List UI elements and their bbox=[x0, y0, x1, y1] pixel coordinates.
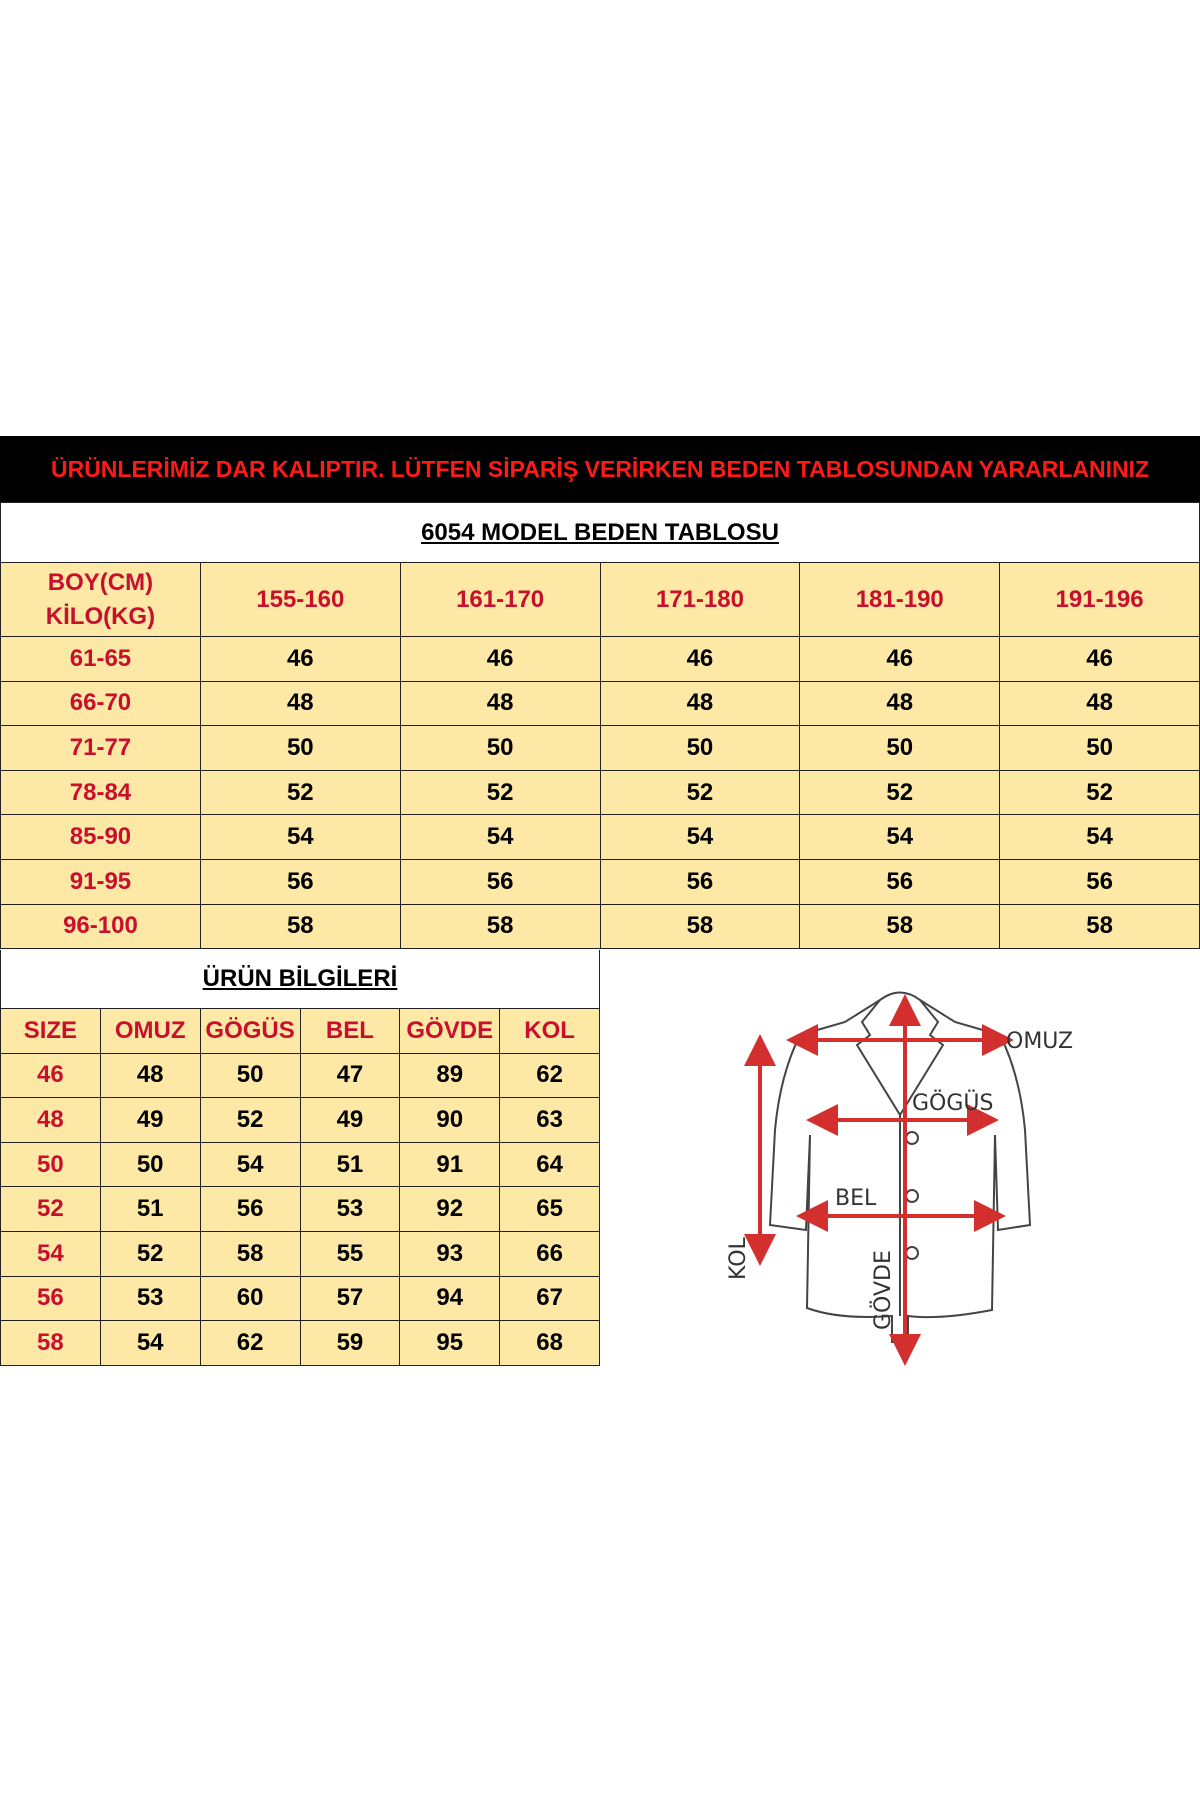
table-row bbox=[1, 904, 1200, 949]
size-chart-table bbox=[0, 562, 1200, 949]
size-cell: 52 bbox=[600, 770, 800, 815]
table-row bbox=[1, 770, 1200, 815]
product-info-title-text: ÜRÜN BİLGİLERİ bbox=[202, 965, 398, 992]
size-cell: 58 bbox=[600, 904, 800, 949]
height-header-cell: 155-160 bbox=[200, 563, 400, 637]
size-cell: 54 bbox=[800, 815, 1000, 860]
size-cell: 48 bbox=[400, 681, 600, 726]
measure-cell: 62 bbox=[500, 1053, 600, 1098]
size-cell: 46 bbox=[400, 637, 600, 682]
jacket-measurement-diagram bbox=[700, 980, 1100, 1380]
size-cell: 56 bbox=[400, 859, 600, 904]
column-header: OMUZ bbox=[100, 1009, 200, 1054]
size-cell: 56 bbox=[600, 859, 800, 904]
size-cell: 46 bbox=[800, 637, 1000, 682]
corner-header-cell bbox=[1, 563, 201, 637]
size-cell: 50 bbox=[200, 726, 400, 771]
table-row bbox=[1, 681, 1200, 726]
size-cell: 54 bbox=[400, 815, 600, 860]
size-cell: 54 bbox=[600, 815, 800, 860]
size-cell: 48 bbox=[1000, 681, 1200, 726]
size-label-cell: 50 bbox=[1, 1142, 101, 1187]
product-info-table bbox=[0, 1008, 600, 1366]
weight-cell: 85-90 bbox=[1, 815, 201, 860]
omuz-label: OMUZ bbox=[1006, 1029, 1074, 1054]
table-row bbox=[1, 859, 1200, 904]
size-cell: 52 bbox=[400, 770, 600, 815]
table-row bbox=[1, 1098, 600, 1143]
size-label-cell: 58 bbox=[1, 1321, 101, 1366]
size-cell: 48 bbox=[200, 681, 400, 726]
size-chart-title-text: 6054 MODEL BEDEN TABLOSU bbox=[421, 518, 779, 546]
size-cell: 52 bbox=[1000, 770, 1200, 815]
measure-cell: 60 bbox=[200, 1276, 300, 1321]
measure-cell: 64 bbox=[500, 1142, 600, 1187]
column-header: GÖVDE bbox=[400, 1009, 500, 1054]
measure-cell: 54 bbox=[100, 1321, 200, 1366]
weight-axis-label: KİLO(KG) bbox=[45, 602, 156, 630]
size-cell: 54 bbox=[200, 815, 400, 860]
measure-cell: 68 bbox=[500, 1321, 600, 1366]
measure-cell: 94 bbox=[400, 1276, 500, 1321]
size-cell: 46 bbox=[1000, 637, 1200, 682]
weight-cell: 71-77 bbox=[1, 726, 201, 771]
measure-cell: 63 bbox=[500, 1098, 600, 1143]
table-row bbox=[1, 815, 1200, 860]
measure-cell: 52 bbox=[100, 1231, 200, 1276]
table-row bbox=[1, 1321, 600, 1366]
size-cell: 52 bbox=[800, 770, 1000, 815]
table-row bbox=[1, 1276, 600, 1321]
size-cell: 50 bbox=[800, 726, 1000, 771]
size-chart-title bbox=[0, 502, 1200, 562]
weight-cell: 61-65 bbox=[1, 637, 201, 682]
measure-cell: 56 bbox=[200, 1187, 300, 1232]
size-cell: 50 bbox=[600, 726, 800, 771]
size-cell: 50 bbox=[400, 726, 600, 771]
size-cell: 52 bbox=[200, 770, 400, 815]
size-cell: 48 bbox=[600, 681, 800, 726]
size-cell: 56 bbox=[800, 859, 1000, 904]
size-label-cell: 48 bbox=[1, 1098, 101, 1143]
weight-cell: 96-100 bbox=[1, 904, 201, 949]
kol-label: KOL bbox=[726, 1237, 751, 1280]
size-label-cell: 54 bbox=[1, 1231, 101, 1276]
notice-banner bbox=[0, 436, 1200, 502]
gogus-label: GÖGÜS bbox=[912, 1091, 994, 1116]
table-row bbox=[1, 1231, 600, 1276]
size-label-cell: 52 bbox=[1, 1187, 101, 1232]
measure-cell: 91 bbox=[400, 1142, 500, 1187]
weight-cell: 66-70 bbox=[1, 681, 201, 726]
column-header: GÖGÜS bbox=[200, 1009, 300, 1054]
measure-cell: 53 bbox=[100, 1276, 200, 1321]
measure-cell: 62 bbox=[200, 1321, 300, 1366]
table-row bbox=[1, 1142, 600, 1187]
height-header-cell: 161-170 bbox=[400, 563, 600, 637]
size-label-cell: 56 bbox=[1, 1276, 101, 1321]
measure-cell: 54 bbox=[200, 1142, 300, 1187]
size-cell: 54 bbox=[1000, 815, 1200, 860]
measure-cell: 92 bbox=[400, 1187, 500, 1232]
column-header: KOL bbox=[500, 1009, 600, 1054]
measure-cell: 53 bbox=[300, 1187, 400, 1232]
weight-cell: 78-84 bbox=[1, 770, 201, 815]
measure-cell: 55 bbox=[300, 1231, 400, 1276]
size-cell: 48 bbox=[800, 681, 1000, 726]
measure-cell: 48 bbox=[100, 1053, 200, 1098]
size-cell: 56 bbox=[200, 859, 400, 904]
size-cell: 58 bbox=[400, 904, 600, 949]
measure-cell: 50 bbox=[200, 1053, 300, 1098]
measure-cell: 58 bbox=[200, 1231, 300, 1276]
column-header: BEL bbox=[300, 1009, 400, 1054]
jacket-outline bbox=[770, 993, 1030, 1343]
weight-cell: 91-95 bbox=[1, 859, 201, 904]
size-cell: 46 bbox=[600, 637, 800, 682]
measure-cell: 51 bbox=[300, 1142, 400, 1187]
size-label-cell: 46 bbox=[1, 1053, 101, 1098]
measure-cell: 93 bbox=[400, 1231, 500, 1276]
measure-cell: 65 bbox=[500, 1187, 600, 1232]
size-cell: 58 bbox=[1000, 904, 1200, 949]
measure-cell: 49 bbox=[100, 1098, 200, 1143]
height-header-cell: 171-180 bbox=[600, 563, 800, 637]
measure-cell: 51 bbox=[100, 1187, 200, 1232]
size-cell: 50 bbox=[1000, 726, 1200, 771]
table-row bbox=[1, 637, 1200, 682]
measure-cell: 89 bbox=[400, 1053, 500, 1098]
height-header-cell: 181-190 bbox=[800, 563, 1000, 637]
size-cell: 46 bbox=[200, 637, 400, 682]
measure-cell: 90 bbox=[400, 1098, 500, 1143]
measure-cell: 59 bbox=[300, 1321, 400, 1366]
table-row bbox=[1, 726, 1200, 771]
measure-cell: 52 bbox=[200, 1098, 300, 1143]
size-cell: 58 bbox=[800, 904, 1000, 949]
height-axis-label: BOY(CM) bbox=[47, 568, 154, 596]
measure-cell: 66 bbox=[500, 1231, 600, 1276]
notice-text: ÜRÜNLERİMİZ DAR KALIPTIR. LÜTFEN SİPARİŞ VERİRKEN BEDEN TABLOSUNDAN YARARLANINIZ bbox=[50, 455, 1150, 482]
measure-cell: 50 bbox=[100, 1142, 200, 1187]
column-header: SIZE bbox=[1, 1009, 101, 1054]
measure-cell: 57 bbox=[300, 1276, 400, 1321]
size-cell: 58 bbox=[200, 904, 400, 949]
table-row bbox=[1, 1187, 600, 1232]
product-info-header-row bbox=[1, 1009, 600, 1054]
govde-label: GÖVDE bbox=[871, 1250, 896, 1330]
size-chart-header-row bbox=[1, 563, 1200, 637]
measure-cell: 47 bbox=[300, 1053, 400, 1098]
size-cell: 56 bbox=[1000, 859, 1200, 904]
measure-cell: 67 bbox=[500, 1276, 600, 1321]
measure-cell: 49 bbox=[300, 1098, 400, 1143]
product-info-title bbox=[0, 950, 600, 1008]
table-row bbox=[1, 1053, 600, 1098]
bel-label: BEL bbox=[835, 1186, 877, 1211]
height-header-cell: 191-196 bbox=[1000, 563, 1200, 637]
measure-cell: 95 bbox=[400, 1321, 500, 1366]
